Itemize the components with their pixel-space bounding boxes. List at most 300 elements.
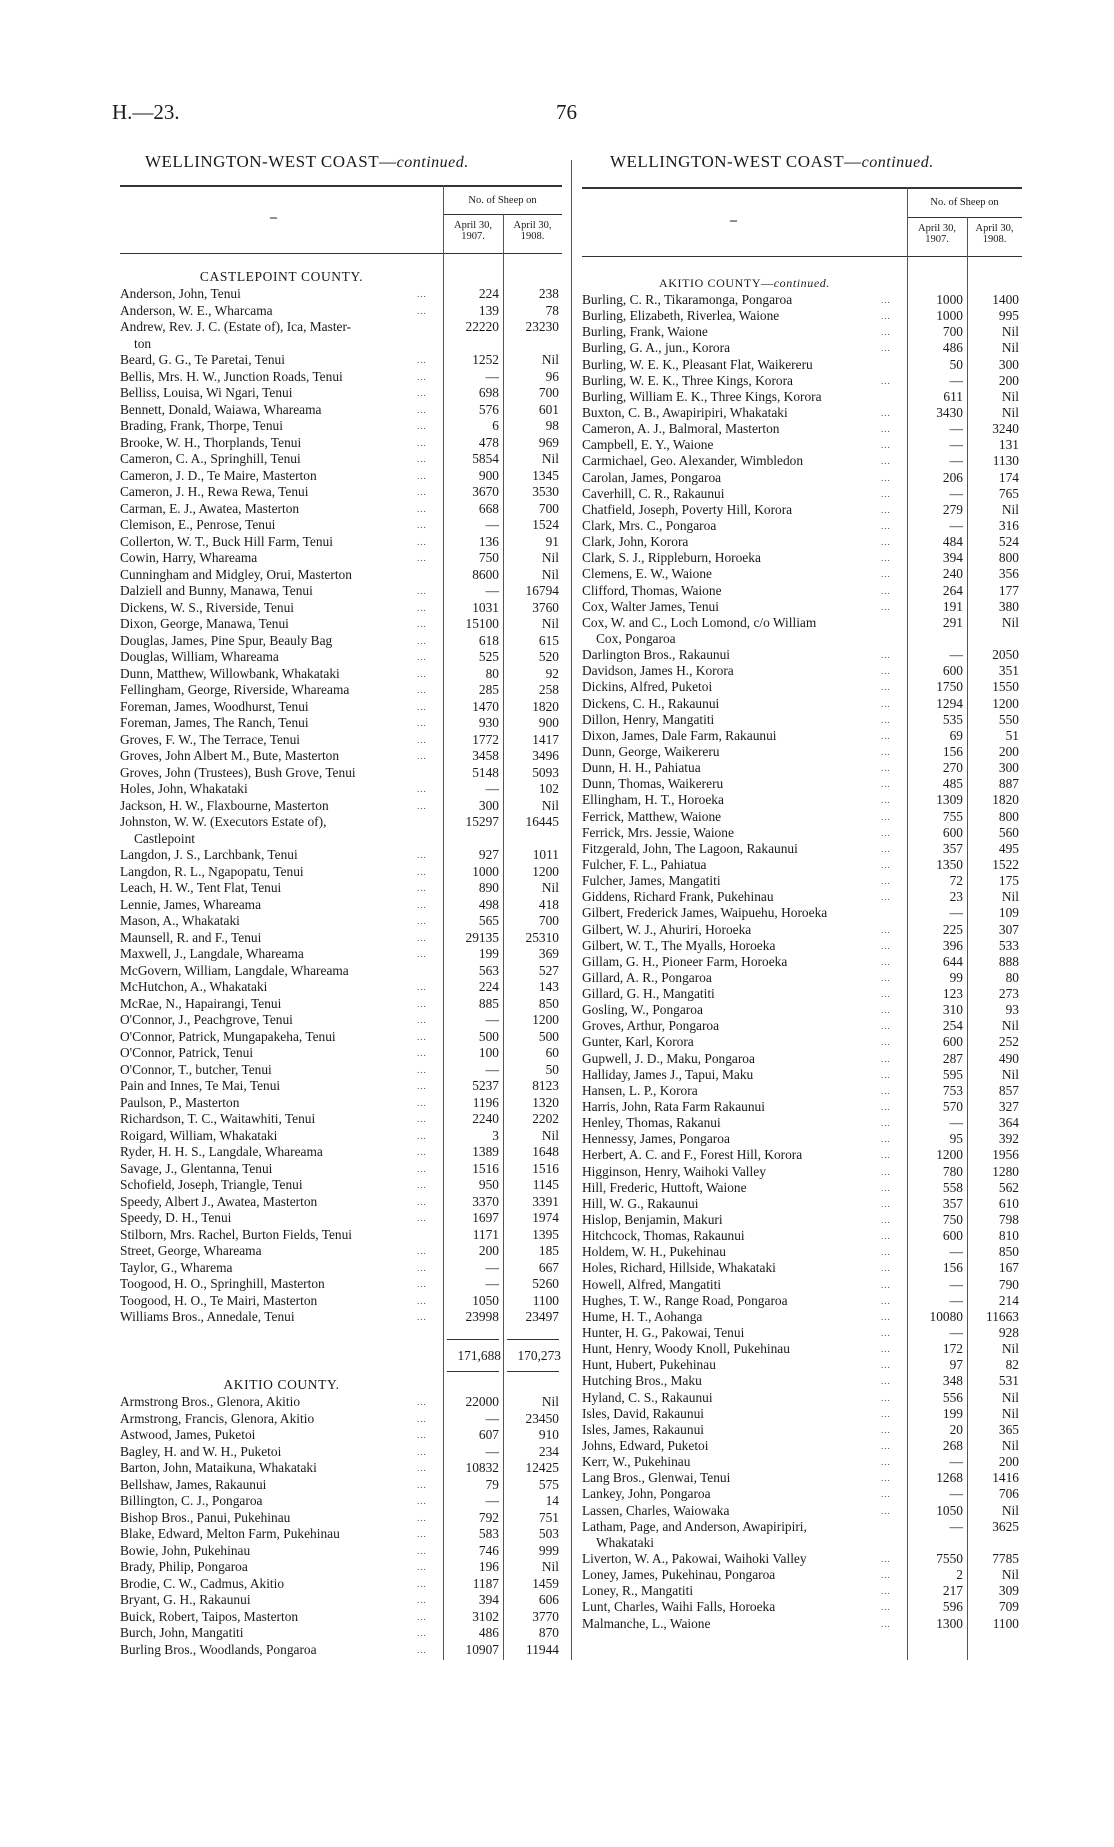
owner-name-text: Lassen, Charles, Waiowaka [582,1502,730,1518]
sheep-1907: 1294 [936,695,963,711]
leader-dots: ... [417,866,427,877]
table-row [120,1227,562,1244]
leader-dots: ... [417,421,427,431]
leader-dots: ... [881,714,891,725]
sheep-1908: 300 [998,356,1019,372]
table-row [582,566,1022,582]
owner-name-text: Hislop, Benjamin, Makuri [582,1212,723,1228]
owner-name-text: Paulson, P., Masterton [120,1094,240,1110]
owner-name [120,1411,314,1428]
leader-dots: ... [881,682,891,693]
owner-name-continued: ton [134,335,152,351]
owner-name-text: Bowie, John, Pukehinau [120,1542,251,1558]
table-row [120,1477,562,1494]
sheep-1907: — [949,1486,963,1502]
owner-name [582,453,803,469]
leader-dots: ... [417,1213,427,1223]
sheep-1907: 199 [942,1405,963,1421]
leader-dots: ... [881,1053,891,1064]
owner-name-text: Burling, C. R., Tikaramonga, Pongaroa [582,292,793,307]
owner-name [120,732,300,749]
sheep-1908: 1956 [992,1147,1019,1163]
table-row [582,696,1022,712]
leader-dots: ... [881,924,891,935]
sheep-1908: 185 [538,1243,559,1258]
total-rule [507,1339,559,1340]
sheep-1908: 1100 [532,1292,559,1308]
sheep-1907: 1000 [936,292,963,307]
leader-dots: ... [881,537,891,548]
sheep-1907: 264 [942,582,963,598]
owner-name [120,649,279,666]
sheep-1908: 910 [538,1427,559,1442]
owner-name [120,418,283,435]
sheep-1908: 610 [998,1195,1019,1211]
table-row [582,663,1022,679]
sheep-1907: 563 [478,962,499,978]
sheep-1907: 583 [478,1526,499,1541]
sheep-1907: — [949,1292,963,1308]
leader-dots: ... [881,520,891,531]
owner-name-text: Gilbert, W. T., The Myalls, Horoeka [582,937,776,953]
sheep-1907: 3102 [472,1608,499,1624]
owner-name [582,1180,747,1196]
sheep-1908: 1100 [992,1615,1019,1631]
sheep-1907: — [485,583,499,598]
leader-dots: ... [881,1037,891,1048]
sheep-1908: 174 [998,469,1019,485]
owner-name [120,1477,266,1494]
leader-dots: ... [881,375,891,386]
akitio-county-section [120,1376,562,1658]
owner-name-text: Dalziell and Bunny, Manawa, Tenui [120,583,313,598]
owner-name-text: Henley, Thomas, Rakanui [582,1115,721,1131]
owner-name-text: Groves, F. W., The Terrace, Tenui [120,731,301,747]
table-row [582,1277,1022,1293]
leader-dots: ... [417,949,427,959]
castlepoint-rows [120,286,562,1326]
owner-name [582,809,721,825]
sheep-1908: Nil [1001,1567,1019,1583]
leader-dots: ... [881,1473,891,1484]
leader-dots: ... [417,1312,427,1322]
owner-name [582,857,706,873]
owner-name-text: Andrew, Rev. J. C. (Estate of), Ica, Master- [120,319,352,334]
leader-dots: ... [881,1085,891,1096]
table-row [120,1625,562,1642]
sheep-1907: 396 [942,937,963,953]
sheep-1907: 300 [478,797,499,813]
leader-dots: ... [881,1231,891,1242]
owner-name [582,357,813,373]
sheep-1908: 533 [998,937,1019,953]
table-row [120,963,562,980]
owner-name-text: Clark, Mrs. C., Pongaroa [582,517,717,533]
owner-name-text: Fellingham, George, Riverside, Whareama [120,682,350,697]
sheep-1907: 600 [942,824,963,840]
table-row [582,889,1022,905]
title-text: WELLINGTON-WEST COAST— [610,152,862,171]
sheep-1908: 392 [998,1131,1019,1147]
owner-name [120,1078,280,1095]
owner-name-text: Anderson, W. E., Wharcama [120,302,273,318]
owner-name-text: Gosling, W., Pongaroa [582,1002,703,1018]
table-row [582,1131,1022,1147]
leader-dots: ... [881,989,891,1000]
sheep-1908: 351 [998,663,1019,679]
table-row [582,938,1022,954]
owner-name-text: Clark, S. J., Rippleburn, Horoeka [582,550,761,566]
owner-name [582,615,816,647]
table-row [120,847,562,864]
sheep-1907: 700 [942,324,963,340]
table-row [582,357,1022,373]
sheep-1908: 560 [998,824,1019,840]
sheep-1908: 1522 [992,856,1019,872]
owner-name-text: Bennett, Donald, Waiawa, Whareama [120,401,322,417]
sheep-1907: 498 [478,896,499,912]
sheep-1907: 595 [942,1066,963,1082]
leader-dots: ... [417,1279,427,1289]
sheep-1908: 3760 [532,599,559,615]
owner-name [120,550,257,567]
owner-name-text: Speedy, Albert J., Awatea, Masterton [120,1193,318,1209]
owner-name-text: Hill, W. G., Rakaunui [582,1195,699,1211]
owner-name [120,385,292,402]
sheep-1907: 310 [942,1002,963,1018]
sheep-1907: 3458 [472,748,499,763]
sheep-1907: 172 [942,1341,963,1357]
owner-name [582,647,730,663]
owner-name-text: Burling, G. A., jun., Korora [582,340,731,356]
owner-name [582,922,751,938]
sheep-1908: 80 [1005,969,1019,985]
owner-name [582,744,720,760]
sheep-1908: 25310 [525,929,559,945]
table-row [582,1503,1022,1519]
owner-name [120,996,281,1013]
sheep-1908: 1417 [532,731,559,747]
table-row [120,1493,562,1510]
owner-name-text: McRae, N., Hapairangi, Tenui [120,995,282,1011]
sheep-1907: 750 [942,1212,963,1228]
sheep-1908: 23230 [525,319,559,334]
owner-name-text: Dixon, George, Manawa, Tenui [120,616,289,631]
sheep-1907: 486 [478,1625,499,1640]
leader-dots: ... [881,1392,891,1403]
table-row [582,809,1022,825]
owner-name [120,963,349,980]
owner-name [582,1373,702,1389]
sheep-1908: 531 [998,1373,1019,1389]
sheep-1908: 96 [545,368,559,384]
owner-name-text: Hunter, H. G., Pakowai, Tenui [582,1325,745,1341]
sheep-1907: 6 [492,418,499,433]
sheep-1907: 1050 [936,1502,963,1518]
owner-name [582,340,730,356]
owner-name [582,1018,719,1034]
table-row [582,1115,1022,1131]
table-row [582,1067,1022,1083]
leader-dots: ... [881,1328,891,1339]
leader-dots: ... [417,1196,427,1207]
owner-name-continued: Cox, Pongaroa [596,630,676,646]
leader-dots: ... [417,586,427,596]
sheep-1908: 800 [998,808,1019,824]
sheep-1908: 316 [998,517,1019,533]
left-section-title [145,152,469,172]
table-row [120,1095,562,1112]
owner-name-text: Gillard, A. R., Pongaroa [582,969,712,985]
sheep-1907: 200 [478,1243,499,1258]
leader-dots: ... [417,1529,427,1539]
sheep-1908: 365 [998,1421,1019,1437]
sheep-1908: 765 [998,485,1019,501]
name-column-header: – [270,210,277,225]
sheep-1907: 217 [942,1583,963,1599]
sheep-1907: 1389 [472,1144,499,1159]
owner-name [120,1062,272,1079]
county-heading: AKITIO COUNTY. [223,1377,340,1392]
owner-name-text: Gilbert, W. J., Ahuriri, Horoeka [582,921,752,937]
sheep-1907: 357 [942,1195,963,1211]
sheep-1908: 175 [998,873,1019,889]
owner-name [120,1161,272,1178]
table-row [120,1394,562,1411]
owner-name-text: Hansen, L. P., Korora [582,1082,698,1098]
sheep-1908: 709 [998,1599,1019,1615]
sheep-1908: 3530 [532,484,559,499]
sheep-1908: 3240 [992,421,1019,437]
owner-name [120,1625,243,1642]
sheep-1908: 1200 [992,695,1019,711]
leader-dots: ... [881,1586,891,1597]
owner-name-text: Davidson, James H., Korora [582,663,734,679]
owner-name-text: Hyland, C. S., Rakaunui [582,1389,713,1405]
sheep-1907: — [949,647,963,663]
owner-name-text: Ferrick, Matthew, Waione [582,808,722,824]
owner-name-text: Johns, Edward, Puketoi [582,1438,709,1453]
sheep-1908: 109 [998,905,1019,921]
sheep-1908: 490 [998,1050,1019,1066]
owner-name [582,1067,753,1083]
table-row [582,1293,1022,1309]
owner-name-text: Campbell, E. Y., Waione [582,437,714,453]
owner-name-text: Douglas, William, Whareama [120,649,279,664]
sheep-1908: 2202 [532,1111,559,1126]
sheep-1908: 751 [538,1509,559,1525]
sheep-1907: 668 [478,500,499,516]
owner-name-text: Jackson, H. W., Flaxbourne, Masterton [120,797,329,813]
table-row [120,1559,562,1576]
table-row [582,550,1022,566]
sheep-1907: — [485,1012,499,1027]
sheep-1907: 746 [478,1542,499,1558]
sheep-1908: 500 [538,1028,559,1044]
sheep-1907: — [949,1244,963,1260]
owner-name-text: Liverton, W. A., Pakowai, Waihoki Valley [582,1551,807,1566]
table-row [582,502,1022,518]
leader-dots: ... [417,1180,427,1190]
owner-name-text: Dunn, George, Waikereru [582,743,720,759]
leader-dots: ... [417,1562,427,1572]
leader-dots: ... [881,488,891,499]
owner-name [582,1357,716,1373]
sheep-1908: 50 [545,1061,559,1077]
sheep-1908: 575 [538,1476,559,1492]
leader-dots: ... [417,1644,427,1655]
leader-dots: ... [881,1602,891,1613]
owner-name-text: Loney, James, Pukehinau, Pongaroa [582,1567,776,1583]
leader-dots: ... [881,504,891,515]
owner-name-text: Burling Bros., Woodlands, Pongaroa [120,1641,317,1657]
leader-dots: ... [881,440,891,451]
leader-dots: ... [881,1295,891,1306]
owner-name-text: Bryant, G. H., Rakaunui [120,1592,251,1607]
sheep-1907: 5237 [472,1078,499,1093]
owner-name-text: McHutchon, A., Whakataki [120,979,268,994]
sheep-1908: 995 [998,308,1019,324]
sheep-1907: 570 [942,1099,963,1115]
table-row [120,1243,562,1260]
owner-name-text: Dickens, C. H., Rakaunui [582,695,720,711]
sheep-1907: 1300 [936,1615,963,1631]
sheep-1907: 23998 [465,1309,499,1324]
owner-name-text: Darlington Bros., Rakaunui [582,647,731,663]
sheep-1907: — [485,517,499,532]
leader-dots: ... [417,1015,427,1025]
sheep-1908: 1416 [992,1470,1019,1486]
owner-name-text: Douglas, James, Pine Spur, Beauly Bag [120,632,333,648]
sheep-1908: 307 [998,921,1019,937]
sheep-1907: 484 [942,534,963,550]
sheep-1907: 1772 [472,731,499,747]
leader-dots: ... [881,1457,891,1468]
owner-name-text: Brodie, C. W., Cadmus, Akitio [120,1575,285,1591]
owner-name-text: Ellingham, H. T., Horoeka [582,792,724,808]
sheep-1908: 23497 [525,1309,559,1324]
owner-name [582,1486,711,1502]
sheep-1907: 1268 [936,1470,963,1486]
owner-name [120,699,309,716]
owner-name-text: Loney, R., Mangatiti [582,1583,694,1599]
owner-name [582,1115,721,1131]
table-row [120,979,562,996]
owner-name-text: Maunsell, R. and F., Tenui [120,929,262,945]
leader-dots: ... [881,1489,891,1500]
sheep-1907: 1750 [936,679,963,695]
table-row [120,319,562,352]
table-row [120,996,562,1013]
leader-dots: ... [881,1102,891,1113]
sheep-1908: 900 [538,715,559,730]
sheep-1907: — [485,1443,499,1459]
sheep-1907: 558 [942,1179,963,1195]
owner-name [582,1470,730,1486]
owner-name-text: Chatfield, Joseph, Poverty Hill, Korora [582,501,793,517]
leader-dots: ... [881,1150,891,1161]
owner-name-text: Isles, James, Rakaunui [582,1421,704,1437]
leader-dots: ... [417,1114,427,1124]
page-number: 76 [556,100,577,124]
owner-name [582,470,721,486]
owner-name [120,567,352,584]
sheep-1907: 596 [942,1599,963,1615]
owner-name-text: Carmichael, Geo. Alexander, Wimbledon [582,453,804,469]
owner-name [120,468,317,485]
owner-name [582,841,798,857]
sheep-1908: 258 [538,682,559,697]
leader-dots: ... [881,763,891,774]
table-row [582,405,1022,421]
sheep-1908: 857 [998,1082,1019,1098]
table-row [120,1526,562,1543]
table-row [582,1228,1022,1244]
table-row [120,1543,562,1560]
owner-name-text: Hitchcock, Thomas, Rakaunui [582,1228,745,1244]
owner-name [120,1493,262,1510]
owner-name [120,583,313,600]
owner-name [120,748,339,765]
owner-name [582,1406,704,1422]
owner-name-text: Higginson, Henry, Waihoki Valley [582,1163,766,1179]
table-row [120,748,562,765]
leader-dots: ... [417,850,427,860]
sheep-1908: 1550 [992,679,1019,695]
sheep-1907: 291 [942,614,963,630]
owner-name [582,938,775,954]
owner-name [582,550,761,566]
owner-name [120,1045,253,1062]
owner-name-text: Fulcher, F. L., Pahiatua [582,856,707,872]
owner-name-text: Holdem, W. H., Pukehinau [582,1244,726,1260]
table-row [582,1051,1022,1067]
table-row [582,518,1022,534]
leader-dots: ... [881,650,891,661]
leader-dots: ... [881,666,891,677]
table-row [120,534,562,551]
leader-dots: ... [417,1397,427,1407]
table-row [582,1406,1022,1422]
sheep-1908: 790 [998,1276,1019,1292]
owner-name [582,292,792,308]
owner-name-text: Collerton, W. T., Buck Hill Farm, Tenui [120,533,333,549]
owner-name [120,633,332,650]
sheep-1908: Nil [541,550,559,565]
owner-name-text: Dunn, H. H., Pahiatua [582,760,701,776]
table-row [120,1444,562,1461]
sheep-1908: Nil [541,451,559,466]
sheep-1908: 200 [998,372,1019,388]
leader-dots: ... [881,327,891,338]
owner-name [120,303,273,320]
table-row [582,922,1022,938]
leader-dots: ... [881,1376,891,1387]
sheep-1907: 22000 [465,1394,499,1409]
owner-name-text: Buxton, C. B., Awapiripiri, Whakataki [582,404,788,420]
leader-dots: ... [417,1031,427,1042]
owner-name-text: Taylor, G., Wharema [120,1259,233,1275]
owner-name [582,1519,807,1551]
table-row [582,760,1022,776]
leader-dots: ... [881,730,891,741]
total-rule [507,1371,559,1372]
sheep-1907: 930 [478,715,499,730]
owner-name [120,369,343,386]
sheep-1908: Nil [1001,388,1019,404]
sheep-1908: 1345 [532,467,559,483]
leader-dots: ... [881,1441,891,1451]
